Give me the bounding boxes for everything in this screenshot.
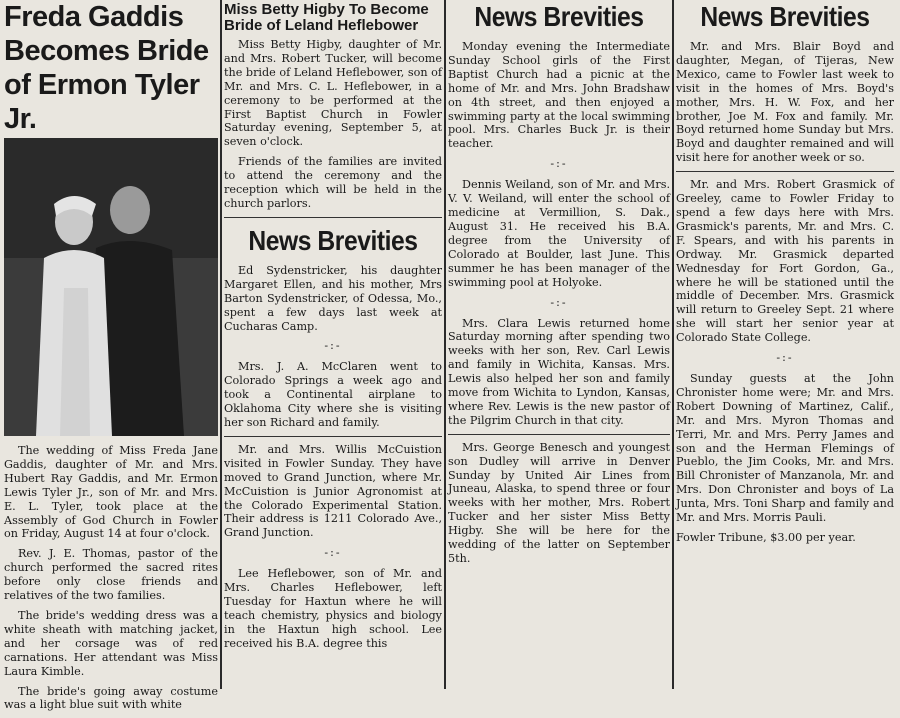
section-divider (448, 434, 670, 435)
wedding-paragraph: The wedding of Miss Freda Jane Gaddis, daughter of Mr. and Mrs. Hubert Ray Gaddis, and Mr. Ermon Lewis Tyler Jr., son of Mr. and Mrs. E. L. Tyler, took place at the Assembly of God Church in Fowler on Friday, August 14 at four o'clock. (4, 444, 218, 541)
brevity-item: Mrs. J. A. McClaren went to Colorado Springs a week ago and took a Continental airplane to Oklahoma City where she is visiting her son Richard and family. (224, 360, 442, 430)
brevity-item: Mrs. George Benesch and youngest son Dudley will arrive in Denver Sunday by United Air Lines from Juneau, Alaska, to spend three or four weeks with her mother, Mrs. Robert Tucker and her sister Miss Betty Higby. She will be here for the wedding of the latter on September 5th. (448, 440, 670, 565)
brevity-item: Mr. and Mrs. Robert Grasmick of Greeley, came to Fowler Friday to spend a few days here with Mrs. Grasmick's parents, Mr. and Mrs. C. F. Spears, and with his parents in Ordway. Mr. Grasmick departed Wednesday for Fort Gordon, Ga., where he will be stationed until the middle of December. Mrs. Grasmick will return to Greeley Sept. 21 where she will start her senior year at Colorado State College. (676, 178, 894, 345)
column-rule (672, 0, 674, 689)
brevity-item: Lee Heflebower, son of Mr. and Mrs. Charles Heflebower, left Tuesday for Haxtun where he will teach chemistry, physics and biology in the Haxtun high school. Lee received his B.A. degree this (224, 567, 442, 650)
engagement-paragraph: Miss Betty Higby, daughter of Mr. and Mrs. Robert Tucker, will become the bride of Leland Heflebower, son of Mr. and Mrs. C. L. Heflebower, in a ceremony to be performed at the First Baptist Church in Fowler Saturday evening, September 5, at seven o'clock. (224, 38, 442, 149)
wedding-photo (4, 138, 218, 436)
brevity-item: Ed Sydenstricker, his daughter Margaret Ellen, and his mother, Mrs Barton Sydenstricker, of Odessa, Mo., spent a few days last week at Cucharas Camp. (224, 263, 442, 333)
brevities-title: News Brevities (474, 1, 644, 32)
wedding-article (4, 0, 218, 718)
brevities-column (448, 0, 670, 572)
wedding-paragraph: Rev. J. E. Thomas, pastor of the church performed the sacred rites before only close friends and relatives of the two families. (4, 547, 218, 603)
brevities-column (676, 0, 894, 551)
column-rule (220, 0, 222, 689)
brevities-title: News Brevities (700, 1, 870, 32)
engagement-headline: Miss Betty Higby To Become Bride of Leland Heflebower (224, 1, 429, 34)
section-divider (224, 217, 442, 218)
brevities-title: News Brevities (248, 224, 418, 256)
subscription-notice: Fowler Tribune, $3.00 per year. (676, 531, 856, 544)
item-separator: -:- (776, 351, 794, 365)
couple-photo-illustration (4, 138, 218, 436)
item-separator: -:- (550, 295, 568, 309)
item-separator: -:- (550, 157, 568, 171)
column-rule (444, 0, 446, 689)
engagement-and-brevities-column (224, 0, 442, 657)
brevity-item: Monday evening the Intermediate Sunday School girls of the First Baptist Church had a picnic at the home of Mr. and Mrs. John Bradshaw on 4th street, and then enjoyed a swimming party at the local swimming pool. Mrs. Charles Buck Jr. is their teacher. (448, 40, 670, 151)
wedding-paragraph: The bride's wedding dress was a white sheath with matching jacket, and her corsage was of red carnations. Her attendant was Miss Laura Kimble. (4, 608, 218, 678)
item-separator: -:- (324, 546, 342, 560)
brevity-item: Sunday guests at the John Chronister home were; Mr. and Mrs. Robert Downing of Martinez, Calif., Mr. and Mrs. Myron Thomas and Terri, Mr. and Mrs. Perry James and son and the Herman Flemings of Pueblo, the Jim Cooks, Mr. and Mrs. Bill Chronister of Manzanola, Mr. and Mrs. Don Chronister and boys of La Junta, Mrs. Toni Sharp and family and Mr. and Mrs. Morris Pauli. (676, 372, 894, 525)
brevity-item: Mr. and Mrs. Blair Boyd and daughter, Megan, of Tijeras, New Mexico, came to Fowler last week to visit in the homes of Mrs. Boyd's mother, Mrs. H. W. Fox, and her brother, Joe M. Fox and family. Mr. Boyd returned home Sunday but Mrs. Boyd and daughter remained and will visit here for another week or so. (676, 40, 894, 165)
brevity-item: Dennis Weiland, son of Mr. and Mrs. V. V. Weiland, will enter the school of medicine at Vermillion, S. Dak., August 31. He received his B.A. degree from the University of Colorado at Boulder, last June. This summer he has been manager of the swimming pool at Holyoke. (448, 178, 670, 289)
section-divider (224, 436, 442, 437)
engagement-paragraph: Friends of the families are invited to attend the ceremony and the reception which will be held in the church parlors. (224, 155, 442, 210)
section-divider (676, 171, 894, 172)
wedding-paragraph: The bride's going away costume was a light blue suit with white (4, 684, 218, 712)
item-separator: -:- (324, 339, 342, 353)
brevity-item: Mrs. Clara Lewis returned home Saturday morning after spending two weeks with her son, Rev. Carl Lewis and family in Wichita, Kansas. Mrs. Lewis also helped her son and family move from Wichita to Lyndon, Kansas, where Rev. Lewis is the new pastor of the Pilgrim Church in that city. (448, 316, 670, 427)
wedding-headline: Freda Gaddis Becomes Bride of Ermon Tyler Jr. (4, 1, 209, 135)
brevity-item: Mr. and Mrs. Willis McCuistion visited in Fowler Sunday. They have moved to Grand Junction, where Mr. McCuistion is Junior Agronomist at the Colorado Experimental Station. Their address is 1211 Colorado Ave., Grand Junction. (224, 442, 442, 540)
